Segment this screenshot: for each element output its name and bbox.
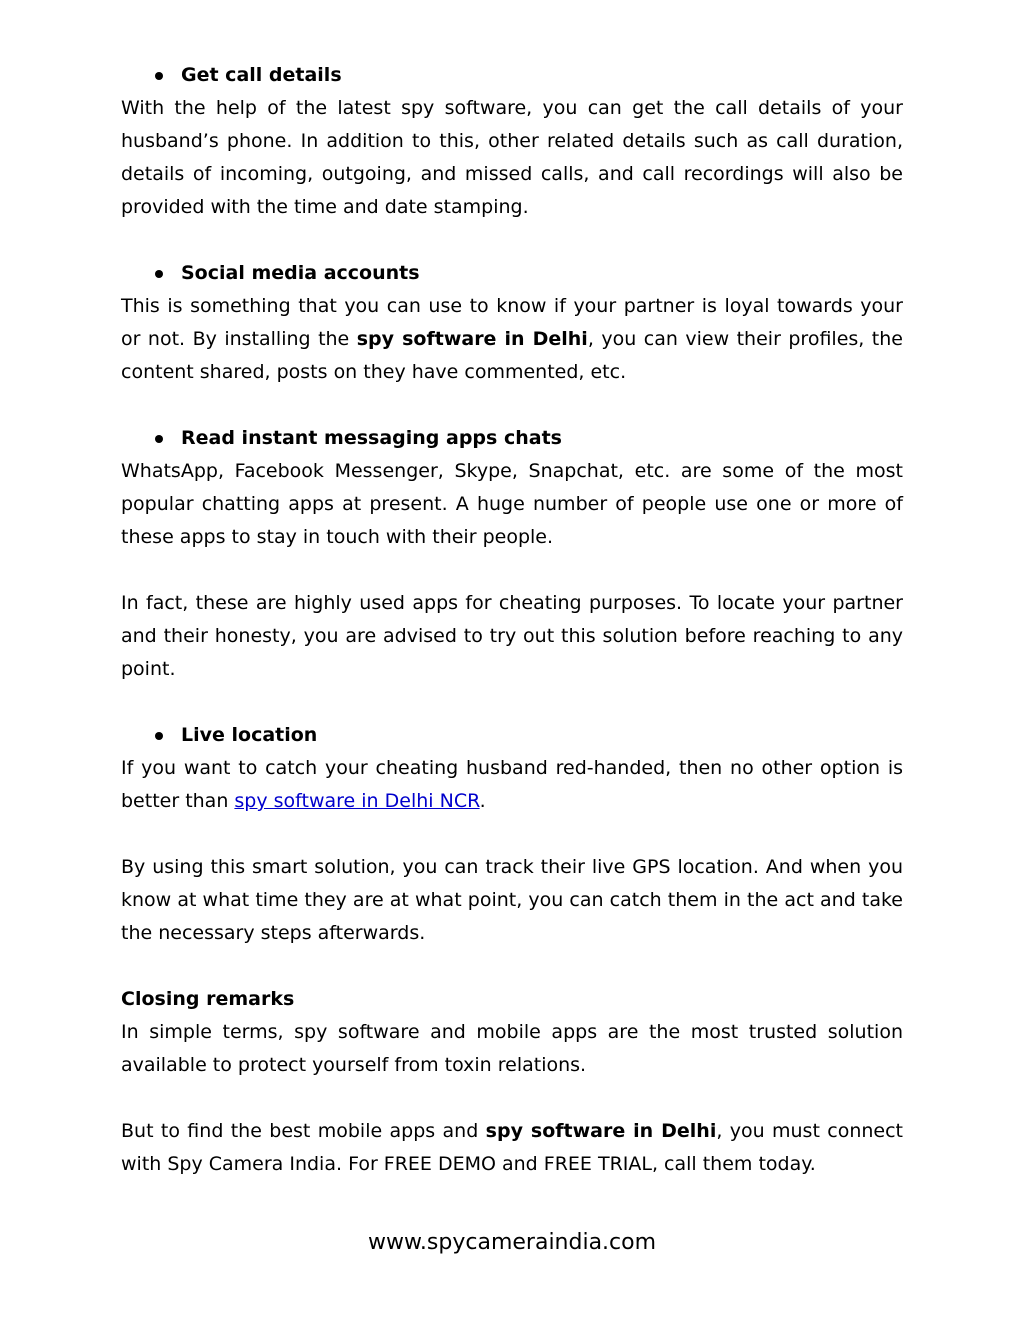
- bullet-icon: [155, 270, 163, 278]
- heading-text: Social media accounts: [181, 262, 420, 284]
- bullet-icon: [155, 72, 163, 80]
- text-span: , you can view their profiles, the content shared, posts on they have commented, etc.: [121, 328, 903, 383]
- bold-keyword: spy software in Delhi: [356, 328, 588, 350]
- heading-text: Get call details: [181, 64, 342, 86]
- heading-live-location: [121, 719, 903, 752]
- heading-get-call-details: [121, 59, 903, 92]
- paragraph-cheating-purposes: In fact, these are highly used apps for cheating purposes. To locate your partner and their honesty, you are advised to try out this solution before reaching to any point.: [121, 592, 903, 680]
- text-span: This is something that you can use to know if your partner is loyal towards your or not. By installing the: [121, 295, 903, 350]
- heading-messaging-apps: [121, 422, 903, 455]
- spy-software-delhi-ncr-link[interactable]: spy software in Delhi NCR: [234, 790, 480, 812]
- text-span: But to find the best mobile apps and: [121, 1120, 486, 1142]
- text-span: If you want to catch your cheating husband red-handed, then no other option is better than: [121, 757, 903, 812]
- bullet-icon: [155, 732, 163, 740]
- text-span: , you must connect with Spy Camera India. For FREE DEMO and FREE TRIAL, call them today.: [121, 1120, 903, 1175]
- paragraph-closing-trusted: In simple terms, spy software and mobile apps are the most trusted solution available to protect yourself from toxin relations.: [121, 1021, 903, 1076]
- footer-website-url: www.spycameraindia.com: [367, 1230, 657, 1255]
- heading-text: Read instant messaging apps chats: [181, 427, 562, 449]
- paragraph-messaging-apps: WhatsApp, Facebook Messenger, Skype, Snapchat, etc. are some of the most popular chatting apps at present. A huge number of people use one or more of these apps to stay in touch with their people.: [121, 460, 903, 548]
- paragraph-gps-location: By using this smart solution, you can track their live GPS location. And when you know at what time they are at what point, you can catch them in the act and take the necessary steps afterwards.: [121, 856, 903, 944]
- bullet-icon: [155, 435, 163, 443]
- text-span: .: [479, 790, 486, 812]
- heading-closing-remarks: Closing remarks: [121, 988, 295, 1010]
- paragraph-closing-connect: [121, 1115, 903, 1181]
- document-page: [121, 59, 903, 1181]
- bold-keyword: spy software in Delhi: [485, 1120, 717, 1142]
- heading-text: Live location: [181, 724, 318, 746]
- paragraph-social-media: [121, 290, 903, 389]
- heading-social-media-accounts: [121, 257, 903, 290]
- paragraph-red-handed: [121, 752, 903, 818]
- paragraph-call-details: With the help of the latest spy software, you can get the call details of your husband’s phone. In addition to this, other related details such as call duration, details of incoming, outgoing, and missed calls, and call recordings will also be provided with the time and date stamping.: [121, 97, 903, 218]
